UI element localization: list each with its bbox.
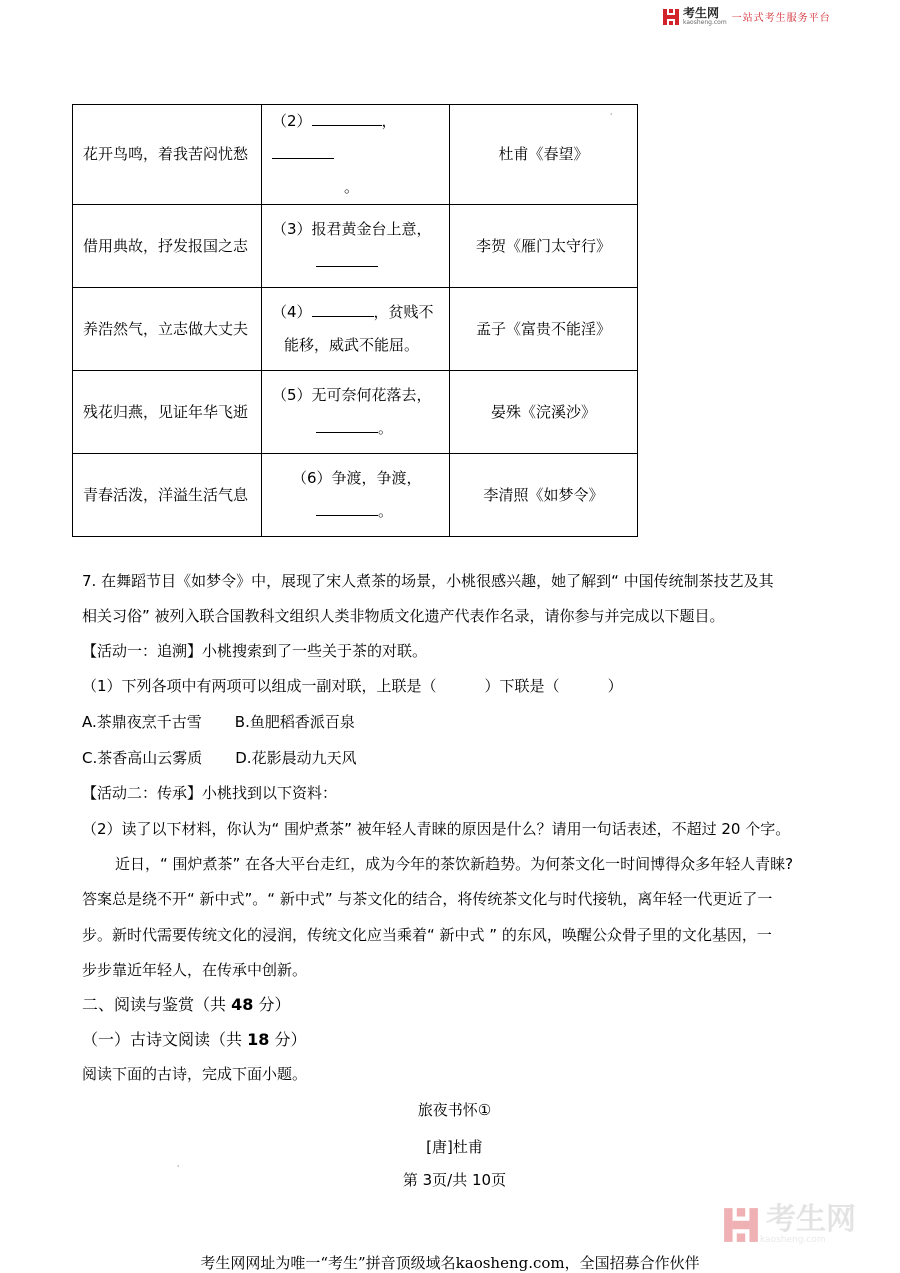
watermark xyxy=(722,1202,856,1245)
q7-sub1-text: ） xyxy=(607,677,623,695)
site-logo xyxy=(662,7,831,26)
q7-sub1-text: （1）下列各项中有两项可以组成一副对联，上联是（ xyxy=(82,677,437,695)
table-row xyxy=(73,454,638,537)
q7-sub2: （2）读了以下材料，你认为“ 围炉煮茶” 被年轻人青睐的原因是什么？请用一句话表述，不超过 20 个字。 xyxy=(82,820,791,838)
poem-fill-table xyxy=(72,104,638,537)
theme-cell: 青春活泼，洋溢生活气息 xyxy=(73,454,262,537)
section-2-subtitle: （一）古诗文阅读（共 18 分） xyxy=(82,1030,307,1049)
table-row xyxy=(73,205,638,288)
answer-blank[interactable] xyxy=(312,299,374,317)
option-c: C.茶香高山云雾质 xyxy=(82,749,203,767)
watermark-text: 考生网 xyxy=(766,1202,856,1237)
verse-end: 。 xyxy=(378,502,394,520)
verse-cell: （2） ， 。 xyxy=(262,105,450,205)
verse-line: 能移，威武不能屈。 xyxy=(284,336,420,354)
reading-instruction: 阅读下面的古诗，完成下面小题。 xyxy=(82,1065,308,1083)
scan-mark: ' xyxy=(177,1164,180,1173)
option-row xyxy=(82,711,355,732)
logo-name: 考生网 xyxy=(683,6,720,20)
answer-blank[interactable] xyxy=(316,415,378,433)
answer-blank[interactable] xyxy=(272,141,334,159)
activity-1-heading: 【活动一：追溯】小桃搜索到了一些关于茶的对联。 xyxy=(82,642,428,660)
verse-cell xyxy=(262,288,450,371)
answer-blank[interactable] xyxy=(316,249,378,267)
activity-2-heading: 【活动二：传承】小桃找到以下资料： xyxy=(82,784,338,802)
option-a: A.茶鼎夜烹千古雪 xyxy=(82,713,202,731)
verse-cell xyxy=(262,454,450,537)
verse-line: （6）争渡，争渡， xyxy=(292,469,422,487)
scan-mark: ' xyxy=(610,112,613,121)
kaosheng-logo-icon xyxy=(662,8,680,26)
theme-cell: 养浩然气，立志做大丈夫 xyxy=(73,288,262,371)
option-d: D.花影晨动九天风 xyxy=(235,749,357,767)
theme-cell: 花开鸟鸣，着我苦闷忧愁 xyxy=(73,105,262,205)
verse-number: （4） xyxy=(272,303,312,321)
material-line: 近日，“ 围炉煮茶” 在各大平台走红，成为今年的茶饮新趋势。为何茶文化一时间博得众多年轻人青睐? xyxy=(115,855,794,873)
material-line: 步步靠近年轻人，在传承中创新。 xyxy=(82,961,308,979)
answer-blank[interactable] xyxy=(316,498,378,516)
verse-cell xyxy=(262,371,450,454)
verse-line: （3）报君黄金台上意， xyxy=(272,220,432,238)
q7-sub1 xyxy=(82,675,623,696)
q7-intro-line: 7. 在舞蹈节目《如梦令》中，展现了宋人煮茶的场景，小桃很感兴趣，她了解到“ 中国传统制茶技艺及其 xyxy=(82,572,774,590)
source-cell: 李清照《如梦令》 xyxy=(450,454,638,537)
material-line: 步。新时代需要传统文化的浸润，传统文化应当乘着“ 新中式 ” 的东风，唤醒公众骨子里的文化基因，一 xyxy=(82,926,772,944)
theme-cell: 残花归燕，见证年华飞逝 xyxy=(73,371,262,454)
q7-intro-line: 相关习俗” 被列入联合国教科文组织人类非物质文化遗产代表作名录，请你参与并完成以下题目。 xyxy=(82,607,725,625)
verse-end: 。 xyxy=(344,178,360,196)
verse-line: （5）无可奈何花落去， xyxy=(272,386,432,404)
poem-title: 旅夜书怀① xyxy=(417,1101,492,1119)
verse-end: 。 xyxy=(378,419,394,437)
answer-blank[interactable] xyxy=(312,108,382,126)
verse-number: （2） xyxy=(272,112,312,130)
material-line: 答案总是绕不开“ 新中式”。“ 新中式” 与茶文化的结合，将传统茶文化与时代接轨，离年轻一代更近了一 xyxy=(82,890,773,908)
source-cell: 李贺《雁门太守行》 xyxy=(450,205,638,288)
verse-tail: ，贫贱不 xyxy=(373,303,434,321)
option-row xyxy=(82,747,357,768)
table-row xyxy=(73,105,638,205)
poem-author: [唐]杜甫 xyxy=(426,1138,483,1156)
footer-text: 考生网网址为唯一“考生”拼音顶级域名kaosheng.com，全国招募合作伙伴 xyxy=(200,1254,700,1272)
section-2-title: 二、阅读与鉴赏（共 48 分） xyxy=(82,995,291,1014)
source-cell: 杜甫《春望》 xyxy=(450,105,638,205)
source-cell: 晏殊《浣溪沙》 xyxy=(450,371,638,454)
kaosheng-watermark-icon xyxy=(722,1206,760,1244)
option-b: B.鱼肥稻香派百泉 xyxy=(234,713,355,731)
logo-domain: kaosheng.com xyxy=(683,19,727,26)
table-row xyxy=(73,371,638,454)
theme-cell: 借用典故，抒发报国之志 xyxy=(73,205,262,288)
source-cell: 孟子《富贵不能淫》 xyxy=(450,288,638,371)
verse-cell xyxy=(262,205,450,288)
page-number: 第 3页/共 10页 xyxy=(402,1171,507,1189)
q7-sub1-text: ）下联是（ xyxy=(484,677,560,695)
logo-slogan: 一站式考生服务平台 xyxy=(731,13,831,24)
table-row xyxy=(73,288,638,371)
watermark-domain: kaosheng.com xyxy=(760,1235,826,1245)
